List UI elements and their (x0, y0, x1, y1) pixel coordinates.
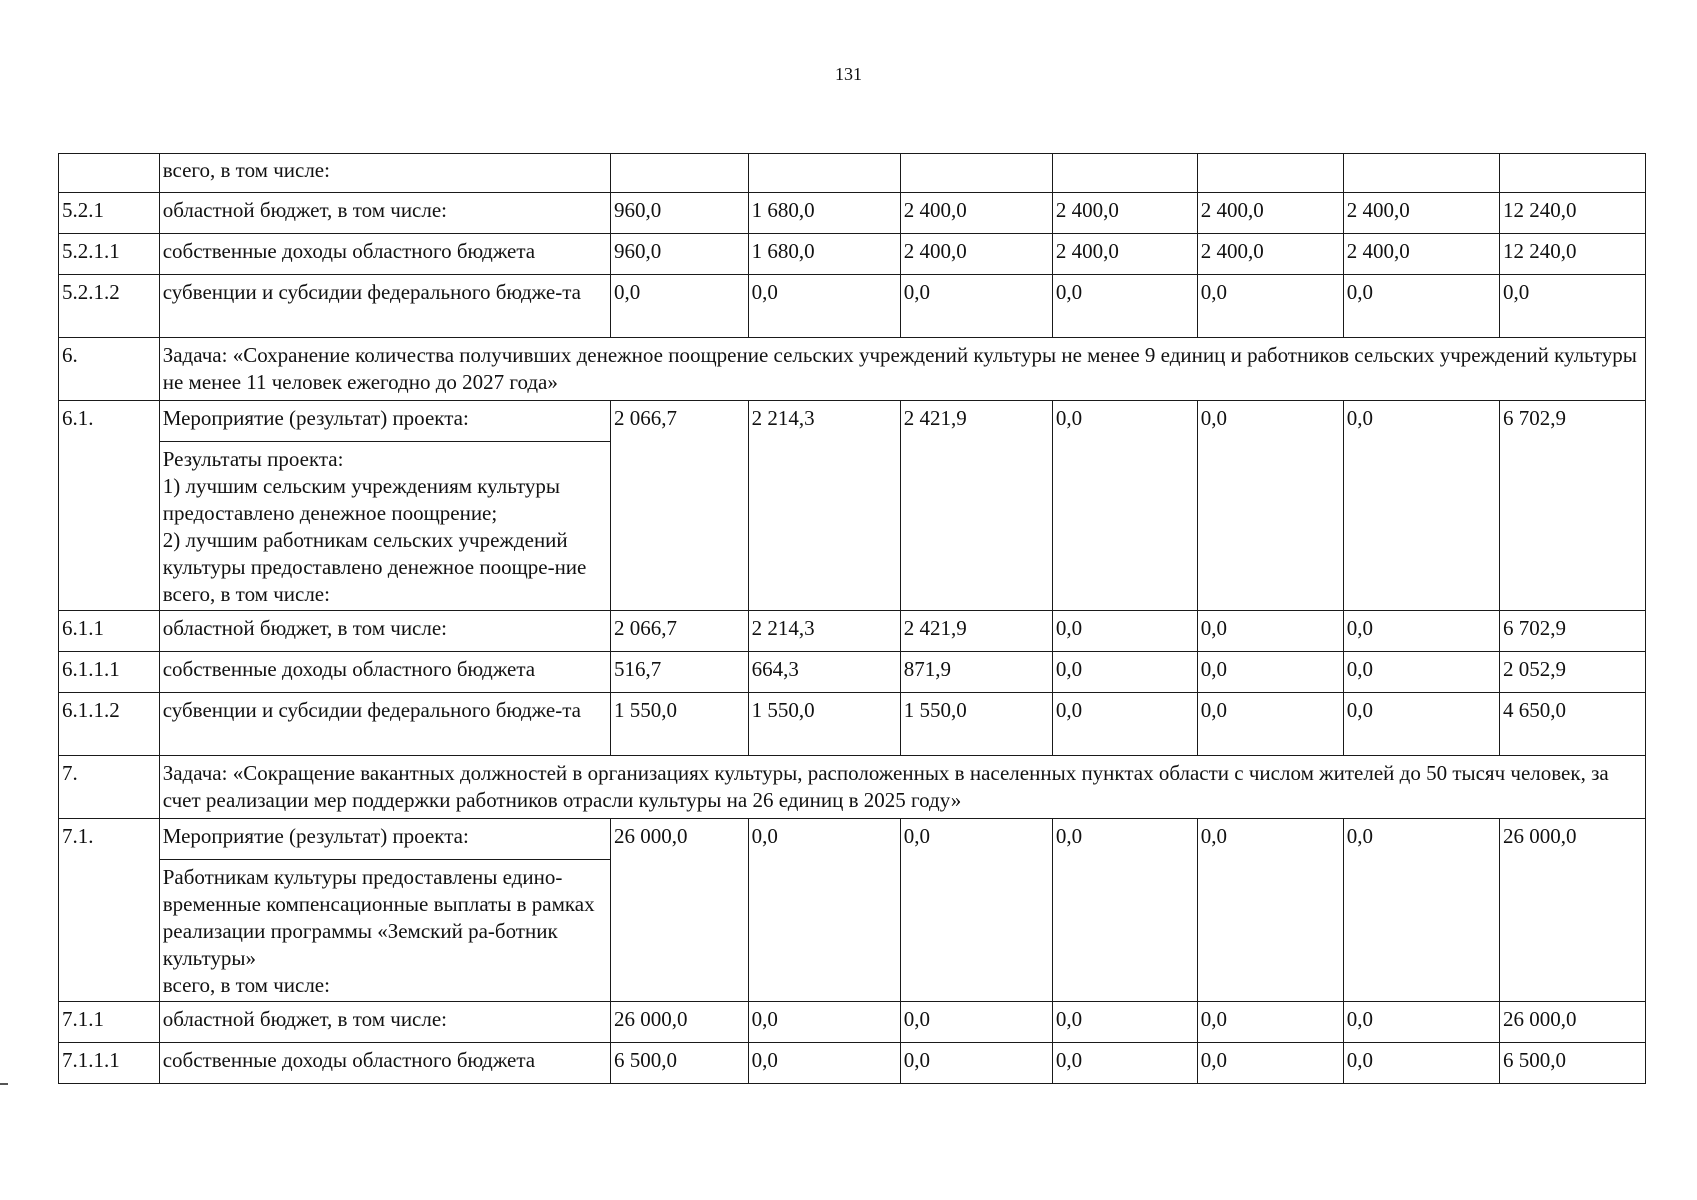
row-code: 7.1.1 (59, 1002, 160, 1043)
value-cell: 6 702,9 (1499, 611, 1645, 652)
table-row (59, 693, 1646, 756)
value-cell: 2 066,7 (610, 401, 748, 611)
value-cell: 2 421,9 (900, 401, 1052, 611)
event-row (59, 401, 1646, 442)
value-cell: 2 066,7 (610, 611, 748, 652)
value-cell: 26 000,0 (1499, 819, 1645, 1002)
row-code: 5.2.1 (59, 193, 160, 234)
event-results-text: Работникам культуры предоставлены едино-временные компенсационные выплаты в рамках реализации программы «Земский ра-ботник культуры» (162, 865, 595, 970)
row-description: собственные доходы областного бюджета (159, 234, 610, 275)
value-cell: 2 400,0 (1052, 193, 1197, 234)
event-title: Мероприятие (результат) проекта: (159, 401, 610, 442)
task-text: Задача: «Сохранение количества получивших денежное поощрение сельских учреждений культуры не менее 9 единиц и работников сельских учреждений культуры не менее 11 человек ежегодно до 2027 года» (159, 338, 1645, 401)
value-cell: 0,0 (1197, 819, 1343, 1002)
value-cell: 0,0 (1197, 652, 1343, 693)
value-cell: 0,0 (748, 819, 900, 1002)
value-cell (1197, 154, 1343, 193)
row-code: 6.1.1.1 (59, 652, 160, 693)
task-code: 6. (59, 338, 160, 401)
page-number: 131 (835, 64, 862, 84)
value-cell: 0,0 (1052, 693, 1197, 756)
value-cell: 0,0 (1343, 652, 1499, 693)
value-cell: 0,0 (748, 1043, 900, 1084)
value-cell (1052, 154, 1197, 193)
value-cell: 0,0 (1052, 401, 1197, 611)
row-description: областной бюджет, в том числе: (159, 611, 610, 652)
value-cell: 0,0 (610, 275, 748, 338)
task-row (59, 756, 1646, 819)
value-cell: 1 550,0 (748, 693, 900, 756)
value-cell: 4 650,0 (1499, 693, 1645, 756)
row-description: субвенции и субсидии федерального бюдже-та (159, 693, 610, 756)
value-cell: 0,0 (1343, 693, 1499, 756)
value-cell: 0,0 (900, 275, 1052, 338)
value-cell: 1 550,0 (900, 693, 1052, 756)
value-cell: 0,0 (1052, 819, 1197, 1002)
task-text: Задача: «Сокращение вакантных должностей в организациях культуры, расположенных в населенных пунктах области с числом жителей до 50 тысяч человек, за счет реализации мер поддержки работников отрасли культуры на 26 единиц в 2025 году» (159, 756, 1645, 819)
value-cell: 6 500,0 (1499, 1043, 1645, 1084)
event-results (159, 442, 610, 611)
value-cell: 2 400,0 (1343, 234, 1499, 275)
table-row (59, 154, 1646, 193)
row-description: собственные доходы областного бюджета (159, 1043, 610, 1084)
value-cell: 0,0 (1052, 611, 1197, 652)
event-results (159, 860, 610, 1002)
value-cell: 0,0 (1343, 401, 1499, 611)
event-code: 7.1. (59, 819, 160, 1002)
value-cell: 0,0 (1343, 1043, 1499, 1084)
value-cell: 960,0 (610, 193, 748, 234)
value-cell: 0,0 (1197, 275, 1343, 338)
value-cell (1499, 154, 1645, 193)
table-row (59, 611, 1646, 652)
value-cell: 0,0 (1052, 1002, 1197, 1043)
value-cell: 2 400,0 (1052, 234, 1197, 275)
row-code: 6.1.1.2 (59, 693, 160, 756)
value-cell: 0,0 (1343, 611, 1499, 652)
row-description: собственные доходы областного бюджета (159, 652, 610, 693)
value-cell: 1 680,0 (748, 234, 900, 275)
value-cell (1343, 154, 1499, 193)
value-cell: 0,0 (1343, 275, 1499, 338)
table-row (59, 193, 1646, 234)
value-cell: 12 240,0 (1499, 234, 1645, 275)
row-code: 5.2.1.1 (59, 234, 160, 275)
row-description: субвенции и субсидии федерального бюдже-та (159, 275, 610, 338)
event-code: 6.1. (59, 401, 160, 611)
value-cell: 2 421,9 (900, 611, 1052, 652)
value-cell: 2 052,9 (1499, 652, 1645, 693)
value-cell: 6 702,9 (1499, 401, 1645, 611)
value-cell: 0,0 (1197, 693, 1343, 756)
event-row (59, 819, 1646, 860)
value-cell: 2 400,0 (900, 234, 1052, 275)
row-code: 5.2.1.2 (59, 275, 160, 338)
row-description: всего, в том числе: (159, 154, 610, 193)
value-cell: 0,0 (1343, 1002, 1499, 1043)
value-cell: 664,3 (748, 652, 900, 693)
value-cell: 12 240,0 (1499, 193, 1645, 234)
row-description: областной бюджет, в том числе: (159, 193, 610, 234)
value-cell: 1 550,0 (610, 693, 748, 756)
value-cell: 0,0 (748, 1002, 900, 1043)
value-cell: 0,0 (1052, 1043, 1197, 1084)
value-cell: 0,0 (1499, 275, 1645, 338)
budget-table (58, 153, 1646, 1084)
value-cell: 26 000,0 (610, 819, 748, 1002)
value-cell: 0,0 (900, 1043, 1052, 1084)
value-cell: 0,0 (1197, 401, 1343, 611)
value-cell (748, 154, 900, 193)
task-code: 7. (59, 756, 160, 819)
value-cell: 0,0 (748, 275, 900, 338)
value-cell: 0,0 (1197, 1043, 1343, 1084)
table-row (59, 1043, 1646, 1084)
table-row (59, 275, 1646, 338)
value-cell: 0,0 (1197, 611, 1343, 652)
event-total-label: всего, в том числе: (162, 973, 330, 997)
value-cell: 871,9 (900, 652, 1052, 693)
task-row (59, 338, 1646, 401)
value-cell: 2 400,0 (900, 193, 1052, 234)
table-row (59, 234, 1646, 275)
value-cell: 2 400,0 (1343, 193, 1499, 234)
table-row (59, 652, 1646, 693)
value-cell: 960,0 (610, 234, 748, 275)
table-row (59, 1002, 1646, 1043)
value-cell: 1 680,0 (748, 193, 900, 234)
row-code (59, 154, 160, 193)
margin-mark (0, 1083, 8, 1085)
value-cell: 516,7 (610, 652, 748, 693)
event-title: Мероприятие (результат) проекта: (159, 819, 610, 860)
event-results-text: Результаты проекта: 1) лучшим сельским учреждениям культуры предоставлено денежное поощрение; 2) лучшим работникам сельских учреждений культуры предоставлено денежное поощре-ние (162, 447, 587, 579)
value-cell: 2 400,0 (1197, 193, 1343, 234)
value-cell: 0,0 (1052, 652, 1197, 693)
value-cell: 0,0 (1052, 275, 1197, 338)
value-cell: 0,0 (1343, 819, 1499, 1002)
row-description: областной бюджет, в том числе: (159, 1002, 610, 1043)
value-cell: 0,0 (900, 1002, 1052, 1043)
value-cell: 2 214,3 (748, 611, 900, 652)
row-code: 7.1.1.1 (59, 1043, 160, 1084)
value-cell (610, 154, 748, 193)
value-cell: 26 000,0 (610, 1002, 748, 1043)
event-total-label: всего, в том числе: (162, 582, 330, 606)
value-cell: 26 000,0 (1499, 1002, 1645, 1043)
value-cell (900, 154, 1052, 193)
value-cell: 0,0 (900, 819, 1052, 1002)
row-code: 6.1.1 (59, 611, 160, 652)
value-cell: 2 400,0 (1197, 234, 1343, 275)
value-cell: 0,0 (1197, 1002, 1343, 1043)
value-cell: 6 500,0 (610, 1043, 748, 1084)
value-cell: 2 214,3 (748, 401, 900, 611)
